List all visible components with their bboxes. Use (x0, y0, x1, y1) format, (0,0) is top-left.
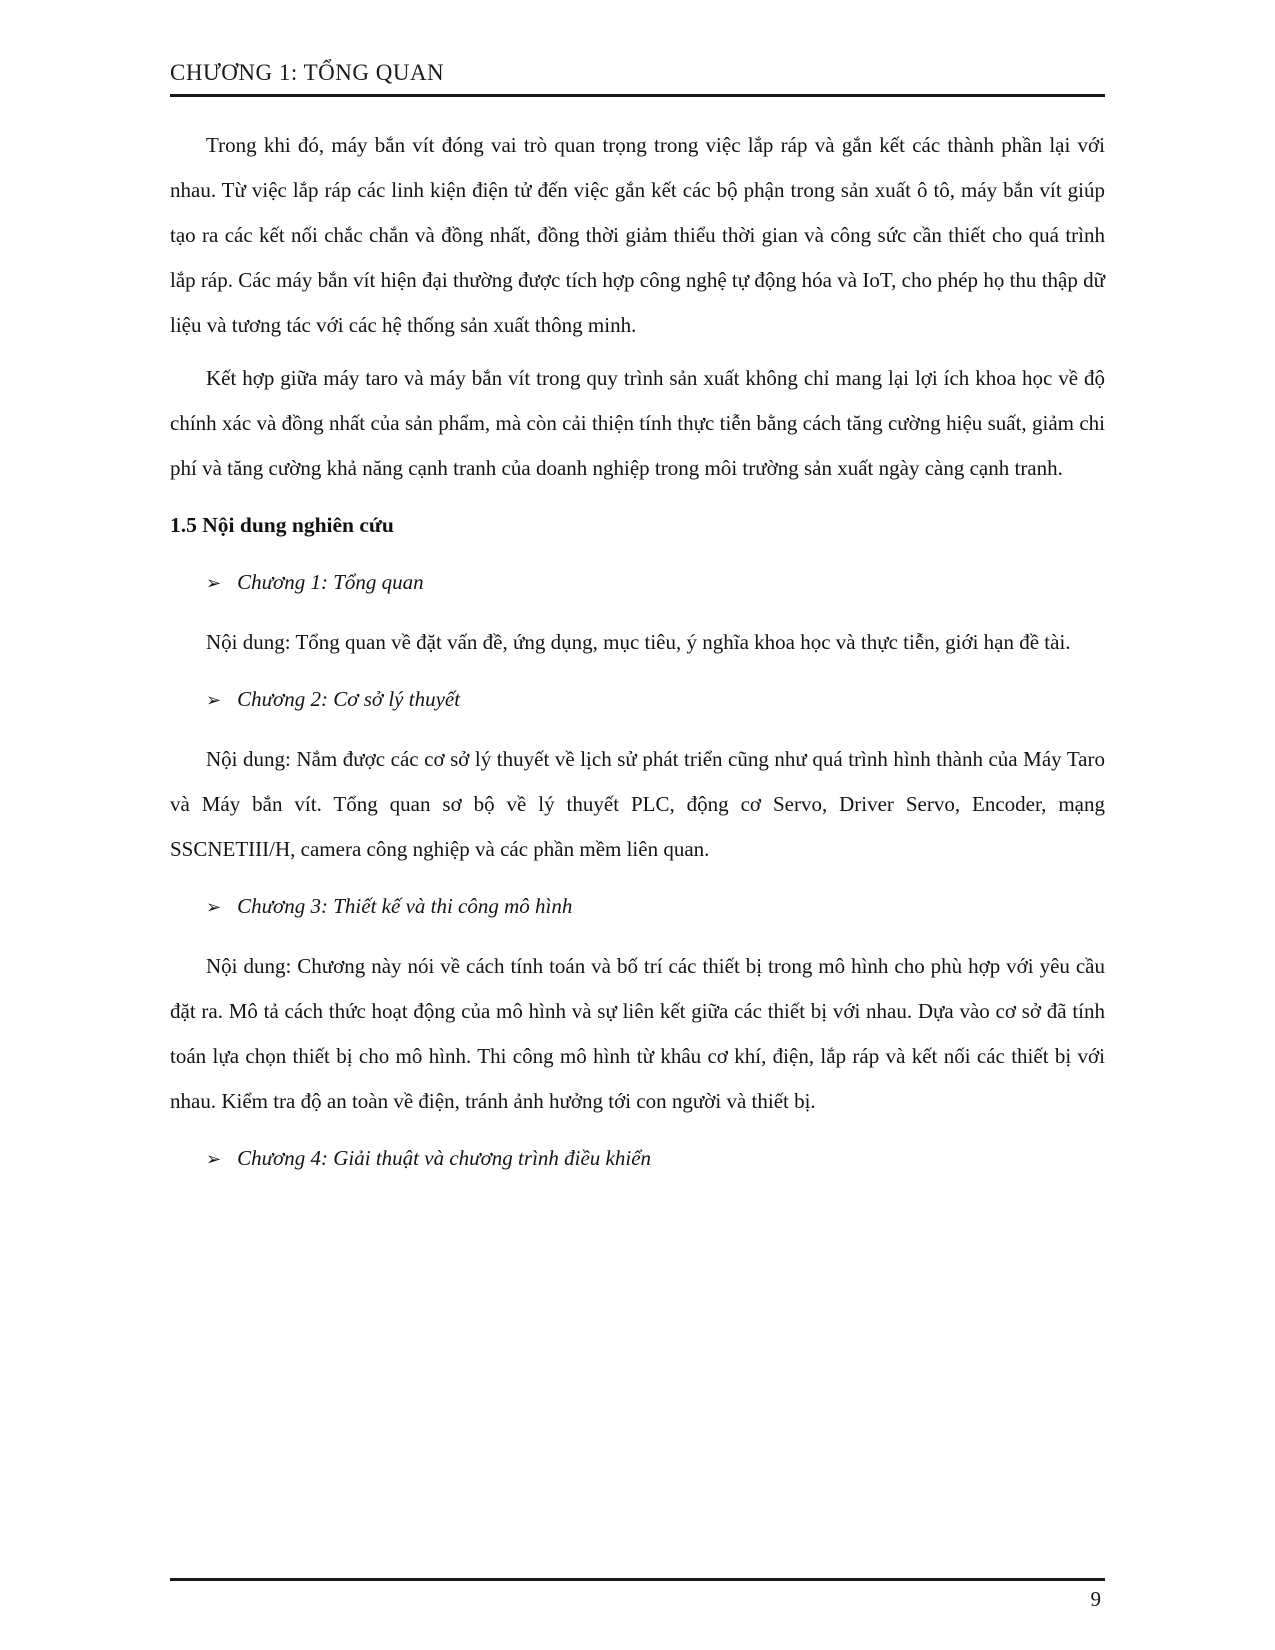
arrow-bullet-icon: ➢ (206, 690, 222, 711)
chapter-3-description: Nội dung: Chương này nói về cách tính toán và bố trí các thiết bị trong mô hình cho phù hợp với yêu cầu đặt ra. Mô tả cách thức hoạt động của mô hình và sự liên kết giữa các thiết bị với nhau. Dựa vào cơ sở đã tính toán lựa chọn thiết bị cho mô hình. Thi công mô hình từ khâu cơ khí, điện, lắp ráp và kết nối các thiết bị với nhau. Kiểm tra độ an toàn về điện, tránh ảnh hưởng tới con người và thiết bị. (170, 954, 1105, 1113)
bullet-item-chapter-1 (206, 560, 1105, 606)
chapter-header-title: CHƯƠNG 1: TỔNG QUAN (170, 60, 445, 85)
arrow-bullet-icon: ➢ (206, 573, 222, 594)
paragraph-combination-benefits: Kết hợp giữa máy taro và máy bắn vít trong quy trình sản xuất không chỉ mang lại lợi ích khoa học về độ chính xác và đồng nhất của sản phẩm, mà còn cải thiện tính thực tiễn bằng cách tăng cường hiệu suất, giảm chi phí và tăng cường khả năng cạnh tranh của doanh nghiệp trong môi trường sản xuất ngày càng cạnh tranh. (170, 366, 1105, 480)
arrow-bullet-icon: ➢ (206, 1149, 222, 1170)
chapter-1-title: Chương 1: Tổng quan (237, 570, 424, 594)
page-header (170, 60, 1105, 97)
chapter-1-description: Nội dung: Tổng quan về đặt vấn đề, ứng dụng, mục tiêu, ý nghĩa khoa học và thực tiễn, giới hạn đề tài. (206, 630, 1071, 654)
arrow-bullet-icon: ➢ (206, 897, 222, 918)
section-heading-research-content: 1.5 Nội dung nghiên cứu (170, 513, 394, 537)
chapter-4-title: Chương 4: Giải thuật và chương trình điều khiển (237, 1146, 652, 1170)
bullet-item-chapter-3 (206, 884, 1105, 930)
paragraph-screwdriver-machine: Trong khi đó, máy bắn vít đóng vai trò quan trọng trong việc lắp ráp và gắn kết các thành phần lại với nhau. Từ việc lắp ráp các linh kiện điện tử đến việc gắn kết các bộ phận trong sản xuất ô tô, máy bắn vít giúp tạo ra các kết nối chắc chắn và đồng nhất, đồng thời giảm thiểu thời gian và công sức cần thiết cho quá trình lắp ráp. Các máy bắn vít hiện đại thường được tích hợp công nghệ tự động hóa và IoT, cho phép họ thu thập dữ liệu và tương tác với các hệ thống sản xuất thông minh. (170, 133, 1105, 337)
page-footer (170, 1578, 1105, 1612)
bullet-item-chapter-2 (206, 677, 1105, 723)
page-number: 9 (1090, 1587, 1101, 1611)
bullet-item-chapter-4 (206, 1136, 1105, 1182)
chapter-3-title: Chương 3: Thiết kế và thi công mô hình (237, 894, 573, 918)
chapter-2-description: Nội dung: Nắm được các cơ sở lý thuyết về lịch sử phát triển cũng như quá trình hình thành của Máy Taro và Máy bắn vít. Tổng quan sơ bộ về lý thuyết PLC, động cơ Servo, Driver Servo, Encoder, mạng SSCNETIII/H, camera công nghiệp và các phần mềm liên quan. (170, 747, 1105, 861)
chapter-2-title: Chương 2: Cơ sở lý thuyết (237, 687, 461, 711)
